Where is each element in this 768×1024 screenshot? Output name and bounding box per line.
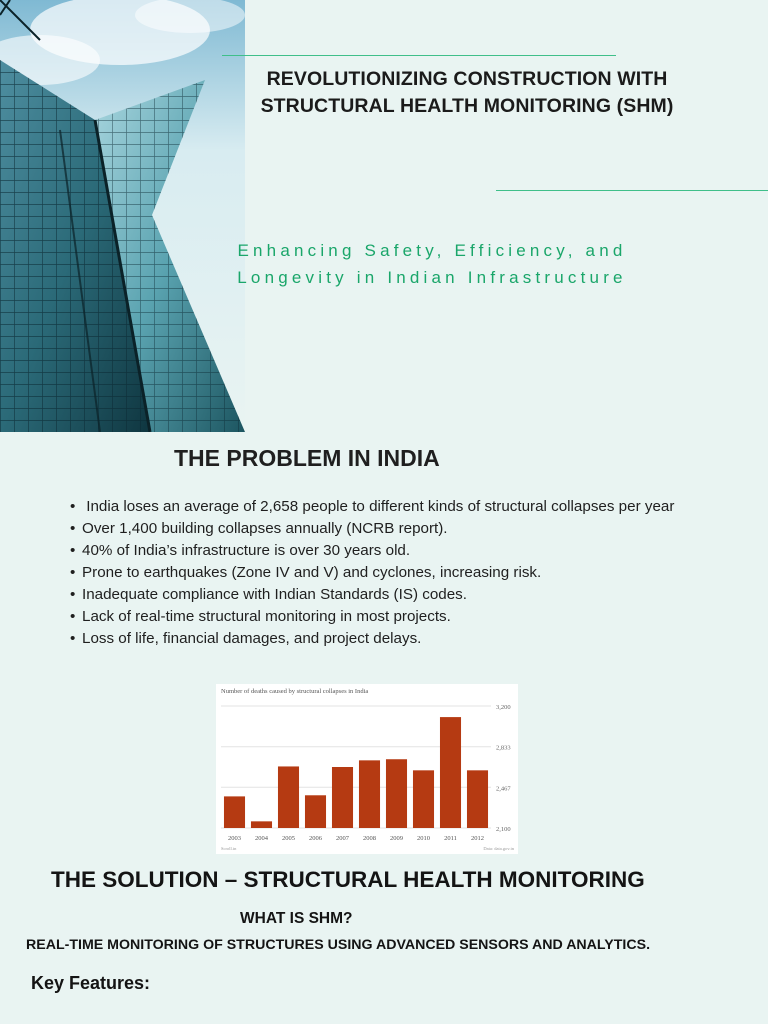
chart-bar — [440, 717, 461, 828]
problem-item: • Loss of life, financial damages, and project delays. — [70, 628, 674, 650]
chart-xtick-label: 2011 — [444, 835, 457, 842]
problem-item: • Prone to earthquakes (Zone IV and V) and cyclones, increasing risk. — [70, 562, 674, 584]
skyscraper-photo — [0, 0, 245, 432]
page-subtitle — [222, 237, 642, 291]
chart-bar — [224, 796, 245, 828]
chart-bar — [413, 770, 434, 828]
chart-xtick-label: 2010 — [417, 835, 430, 842]
subtitle-line-1: Enhancing Safety, Efficiency, and — [237, 241, 627, 260]
chart-ytick-label: 3,200 — [496, 704, 511, 711]
chart-ytick-label: 2,467 — [496, 785, 511, 793]
problem-list — [70, 496, 674, 650]
chart-bar — [305, 795, 326, 828]
chart-title: Number of deaths caused by structural collapses in India — [221, 688, 369, 695]
problem-item: • Lack of real-time structural monitoring in most projects. — [70, 606, 674, 628]
problem-heading: THE PROBLEM IN INDIA — [174, 445, 440, 471]
problem-item: • Over 1,400 building collapses annually (NCRB report). — [70, 518, 674, 540]
title-line-1: REVOLUTIONIZING CONSTRUCTION WITH — [266, 68, 668, 90]
subtitle-line-2: Longevity in Indian Infrastructure — [237, 268, 627, 287]
deaths-bar-chart — [216, 684, 518, 854]
chart-bar — [359, 760, 380, 828]
divider-line-top — [222, 55, 616, 56]
chart-xtick-label: 2003 — [228, 835, 241, 842]
chart-bar — [332, 767, 353, 828]
chart-ytick-label: 2,100 — [496, 826, 511, 833]
chart-bar — [386, 759, 407, 828]
chart-source-right: Data: data.gov.in — [483, 846, 514, 851]
chart-xtick-label: 2007 — [336, 835, 349, 842]
title-line-2: STRUCTURAL HEALTH MONITORING (SHM) — [260, 95, 674, 117]
chart-bar — [278, 766, 299, 828]
solution-heading: THE SOLUTION – STRUCTURAL HEALTH MONITORING — [51, 867, 645, 892]
chart-xtick-label: 2005 — [282, 835, 295, 842]
what-is-shm-heading: WHAT IS SHM? — [240, 910, 353, 927]
key-features-heading: Key Features: — [31, 973, 151, 993]
chart-xtick-label: 2009 — [390, 835, 403, 842]
problem-item: • 40% of India’s infrastructure is over 30 years old. — [70, 540, 674, 562]
chart-bar — [467, 770, 488, 828]
chart-bar — [251, 821, 272, 828]
chart-source-left: Scroll.in — [221, 846, 237, 851]
chart-svg — [216, 684, 518, 854]
chart-xtick-label: 2008 — [363, 835, 376, 842]
page-title — [232, 66, 702, 120]
chart-xtick-label: 2006 — [309, 835, 322, 842]
chart-xtick-label: 2012 — [471, 835, 484, 842]
divider-line-right — [496, 190, 768, 191]
problem-item: • Inadequate compliance with Indian Standards (IS) codes. — [70, 584, 674, 606]
chart-xtick-label: 2004 — [255, 835, 268, 842]
problem-item: • India loses an average of 2,658 people to different kinds of structural collapses per year — [70, 496, 674, 518]
shm-definition: REAL-TIME MONITORING OF STRUCTURES USING ADVANCED SENSORS AND ANALYTICS. — [26, 937, 651, 953]
chart-ytick-label: 2,833 — [496, 744, 511, 752]
